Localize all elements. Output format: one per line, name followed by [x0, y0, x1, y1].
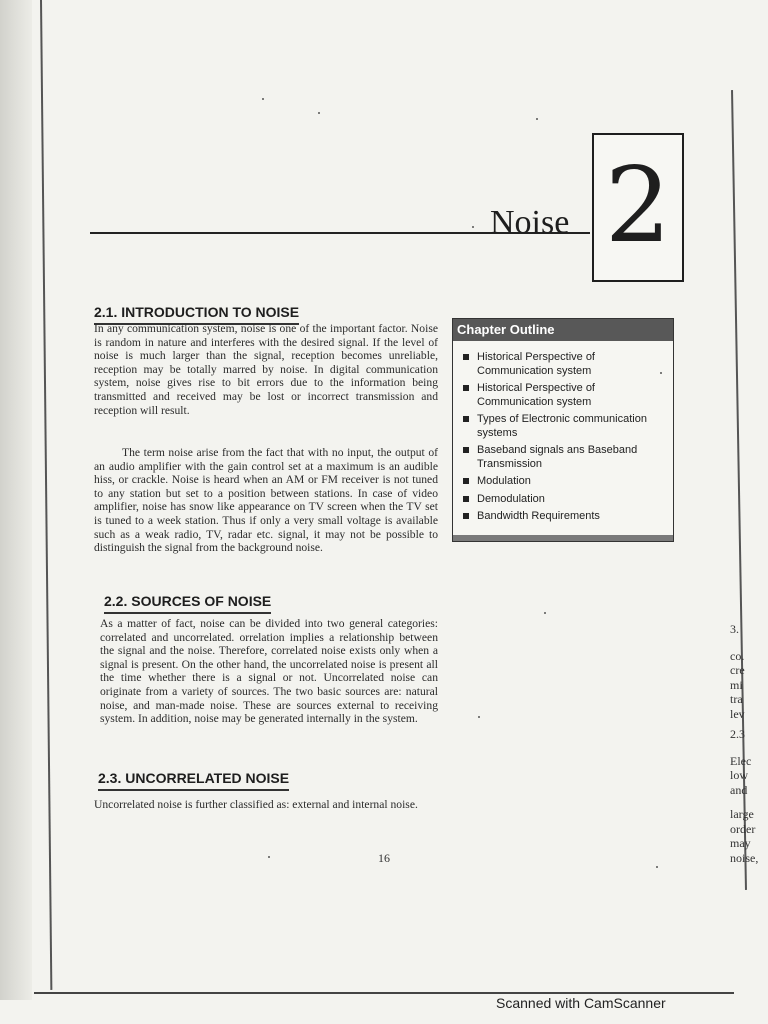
scanner-watermark: Scanned with CamScanner — [496, 995, 666, 1011]
margin-word: large — [730, 807, 754, 821]
section-heading-underline — [98, 789, 289, 791]
margin-word: mi — [730, 677, 743, 692]
margin-word: cre — [730, 663, 745, 677]
paragraph-uncorrelated: Uncorrelated noise is further classified as: external and internal noise. — [94, 798, 418, 811]
bottom-edge-line — [34, 992, 734, 994]
scan-speck — [656, 866, 658, 868]
margin-word: 2.3 — [730, 727, 745, 741]
margin-word: Elec — [730, 753, 752, 768]
scan-speck — [318, 112, 320, 114]
scan-speck — [268, 856, 270, 858]
section-heading-sources — [104, 593, 271, 614]
paragraph-intro-1: In any communication system, noise is one of the important factor. Noise is random in nature and interferes with the desired signal. If the level of noise is much larger than the signal, reception becomes unreliable, reception may be totally marred by noise. In digital communication system, noise gives rise to bit errors due to the information being transmitted and received may be lost or incorrect transmission and reception will result. — [94, 322, 438, 417]
paragraph-intro-2: The term noise arise from the fact that with no input, the output of an audio amplifier with the gain control set at a maximum is an audible hiss, or crackle. Noise is heard when an AM or FM receiver is not tuned to any station but set to a position between stations. In case of video amplifier, noise has snow like appearance on TV screen when the TV set is tuned to a week station. Thus if only a very small voltage is available such as a weak radio, TV, radar etc. signal, it may not be possible to distinguish the signal from the background noise. — [94, 446, 438, 555]
margin-word: noise, — [730, 850, 759, 865]
outline-item: Bandwidth Requirements — [461, 510, 667, 524]
outline-item: Modulation — [461, 475, 667, 489]
scan-speck — [472, 226, 474, 228]
outline-item: Demodulation — [461, 493, 667, 507]
scan-speck — [262, 98, 264, 100]
chapter-outline-list — [461, 351, 667, 528]
outline-item: Types of Electronic communication systems — [461, 413, 667, 440]
margin-word: may — [730, 836, 751, 850]
chapter-outline-title: Chapter Outline — [453, 319, 673, 341]
scan-speck — [478, 716, 480, 718]
paragraph-sources: As a matter of fact, noise can be divided into two general categories: correlated and uncorrelated. orrelation implies a relationship between the signal and the noise. Therefore, correlated noise exists only when a signal is present. On the other hand, the uncorrelated noise is present all the time whether there is a signal or not. Uncorrelated noise can originate from a variety of sources. The two basic sources are: natural noise, and man-made noise. These are sources external to receiving system. In addition, noise may be generated internally in the system. — [100, 617, 438, 726]
section-heading-uncorrelated — [98, 770, 289, 791]
outline-item: Historical Perspective of Communication system — [461, 351, 667, 378]
scan-speck — [544, 612, 546, 614]
scan-speck — [660, 372, 662, 374]
outline-item: Baseband signals ans Baseband Transmission — [461, 444, 667, 471]
book-spine-line — [40, 0, 52, 990]
margin-word: and — [730, 782, 748, 797]
margin-word: order — [730, 821, 756, 836]
scan-speck — [536, 118, 538, 120]
page-left-edge — [0, 0, 32, 1000]
section-heading-underline — [104, 612, 271, 614]
section-heading-sources-text: 2.2. SOURCES OF NOISE — [104, 593, 272, 609]
margin-word: 3. — [730, 622, 739, 636]
margin-word: co. — [730, 648, 745, 663]
chapter-number: 2 — [604, 144, 672, 266]
page-number: 16 — [378, 851, 390, 865]
chapter-number-box — [592, 133, 684, 282]
section-heading-uncorrelated-text: 2.3. UNCORRELATED NOISE — [98, 770, 290, 786]
margin-word: lev — [730, 706, 745, 721]
next-page-fragments — [730, 622, 758, 865]
chapter-outline-footer-bar — [453, 535, 673, 541]
margin-word: low — [730, 768, 748, 782]
chapter-outline-box — [452, 318, 674, 542]
chapter-title: Noise — [490, 204, 570, 241]
outline-item: Historical Perspective of Communication system — [461, 382, 667, 409]
margin-word: tra — [730, 692, 743, 706]
section-heading-intro-text: 2.1. INTRODUCTION TO NOISE — [94, 304, 300, 320]
